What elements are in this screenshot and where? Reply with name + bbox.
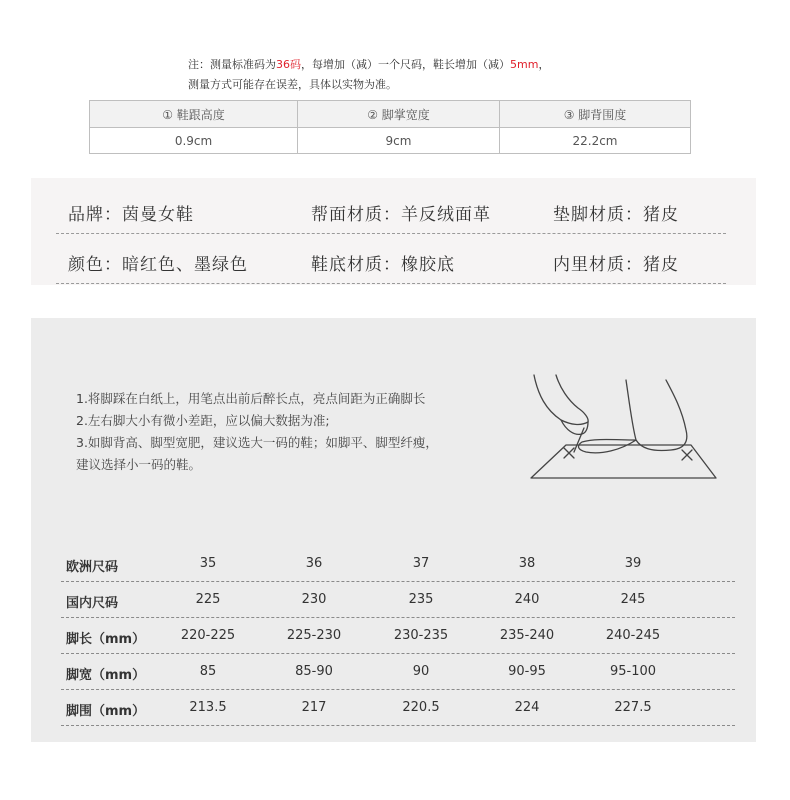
spec-lining-material: 内里材质：猪皮 <box>553 255 679 275</box>
hand-arm <box>534 375 588 424</box>
foot-measuring-illustration <box>526 370 726 485</box>
size-row-label: 脚宽（mm） <box>66 668 146 683</box>
header-sole-width: ② 脚掌宽度 <box>298 101 500 127</box>
size-cell: 220-225 <box>180 628 236 643</box>
size-row <box>61 582 735 618</box>
measuring-tips <box>76 388 438 476</box>
tip-3: 3.如脚背高、脚型宽肥，建议选大一码的鞋；如脚平、脚型纤瘦， <box>76 435 438 450</box>
note-standard-size: 36码 <box>276 58 301 71</box>
note-line-1 <box>188 55 549 75</box>
value-sole-width: 9cm <box>298 128 500 154</box>
header-instep-girth: ③ 脚背围度 <box>563 107 627 122</box>
size-row <box>61 618 735 654</box>
measurement-note <box>188 55 549 95</box>
size-cell: 235 <box>408 592 434 607</box>
measurement-table <box>89 100 691 154</box>
note-increment: 5mm <box>510 58 539 71</box>
size-row-label: 脚长（mm） <box>66 632 146 647</box>
size-row <box>61 690 735 726</box>
measurement-table-values <box>90 128 690 154</box>
note-prefix: 注：测量标准码为 <box>188 58 276 71</box>
paper-sheet <box>531 445 716 478</box>
size-row <box>61 654 735 690</box>
value-heel-height: 0.9cm <box>90 128 298 154</box>
size-cell: 217 <box>301 700 327 715</box>
size-cell: 245 <box>620 592 646 607</box>
size-cell: 38 <box>518 556 536 571</box>
size-row-label: 国内尺码 <box>66 596 119 611</box>
size-cell: 85 <box>199 664 217 679</box>
tip-3-continued: 建议选择小一码的鞋。 <box>76 457 202 472</box>
size-cell: 95-100 <box>609 664 657 679</box>
spec-row-2 <box>56 238 726 284</box>
hand-wrist <box>556 375 588 422</box>
size-cell: 225 <box>195 592 221 607</box>
spec-color: 颜色：暗红色、墨绿色 <box>68 255 248 275</box>
value-instep-girth: 22.2cm <box>572 134 618 148</box>
size-cell: 85-90 <box>295 664 333 679</box>
size-cell: 37 <box>412 556 430 571</box>
size-cell: 240-245 <box>605 628 661 643</box>
size-cell: 39 <box>624 556 642 571</box>
size-row <box>61 546 735 582</box>
size-chart-table <box>61 546 735 726</box>
tip-2: 2.左右脚大小有微小差距，应以偏大数据为准; <box>76 413 330 428</box>
size-cell: 230 <box>301 592 327 607</box>
size-cell: 230-235 <box>393 628 449 643</box>
size-cell: 36 <box>305 556 323 571</box>
size-cell: 227.5 <box>614 700 652 715</box>
size-guide-panel <box>31 318 756 742</box>
header-heel-height: ① 鞋跟高度 <box>90 101 298 127</box>
size-cell: 225-230 <box>286 628 342 643</box>
size-cell: 224 <box>514 700 540 715</box>
spec-row-1 <box>56 188 726 234</box>
foot-toes <box>579 440 636 453</box>
product-spec-panel <box>31 178 756 285</box>
tip-1: 1.将脚踩在白纸上，用笔点出前后醉长点，亮点间距为正确脚长 <box>76 391 426 406</box>
note-mid: ，每增加（减）一个尺码，鞋长增加（减） <box>301 58 510 71</box>
size-row-label: 欧洲尺码 <box>66 560 119 575</box>
spec-upper-material: 帮面材质：羊反绒面革 <box>311 205 491 225</box>
size-cell: 235-240 <box>499 628 555 643</box>
size-cell: 240 <box>514 592 540 607</box>
spec-brand: 品牌：茵曼女鞋 <box>68 205 194 225</box>
size-cell: 90-95 <box>508 664 546 679</box>
spec-insole-material: 垫脚材质：猪皮 <box>553 205 679 225</box>
note-line-2: 测量方式可能存在误差，具体以实物为准。 <box>188 78 397 91</box>
size-cell: 90 <box>412 664 430 679</box>
note-suffix: ， <box>538 58 550 71</box>
measurement-table-header <box>90 101 690 128</box>
size-row-label: 脚围（mm） <box>66 704 146 719</box>
size-cell: 220.5 <box>402 700 440 715</box>
spec-sole-material: 鞋底材质：橡胶底 <box>311 255 455 275</box>
size-cell: 35 <box>199 556 217 571</box>
size-cell: 213.5 <box>189 700 227 715</box>
